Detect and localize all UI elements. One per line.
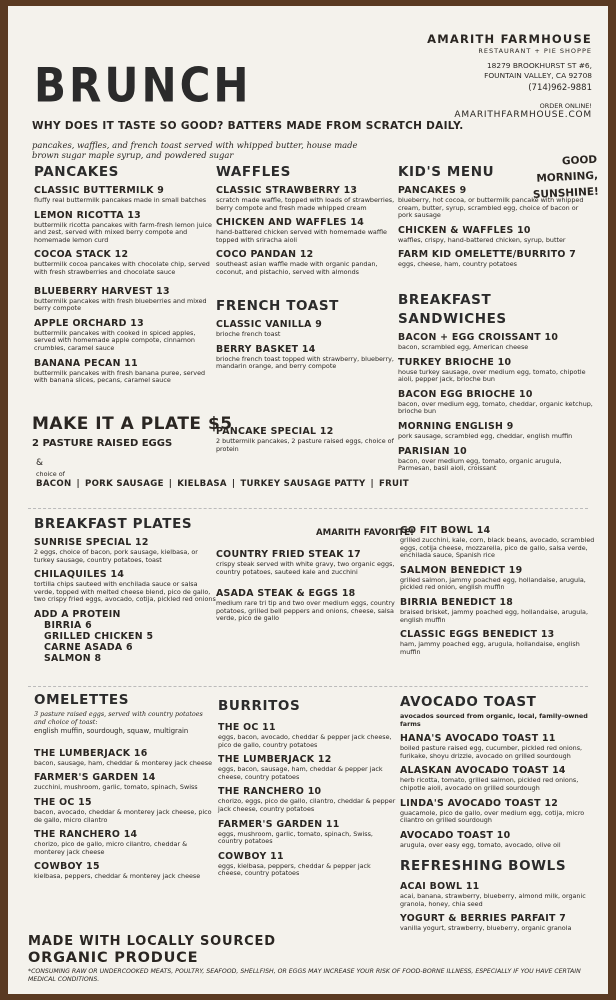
waffles-section — [216, 164, 398, 277]
item-desc: guacamole, pico de gallo, over medium egg, cotija, micro cilantro on grilled sourdough — [400, 808, 585, 825]
protein-option: TURKEY SAUSAGE PATTY — [240, 479, 366, 489]
menu-item — [216, 217, 398, 244]
item-desc: blueberry, hot cocoa, or buttermilk pancake with whipped cream, butter, syrup, scrambled egg, choice of bacon or pork sausage — [398, 196, 584, 220]
item-desc: hand-battered chicken served with homemade waffle topped with sriracha aioli — [216, 228, 387, 244]
menu-item — [398, 421, 594, 441]
french-toast-section — [216, 298, 398, 371]
add-protein-title: ADD A PROTEIN — [34, 608, 121, 620]
section-heading-sandwiches-2: SANDWICHES — [398, 311, 507, 327]
item-desc: eggs, bacon, avocado, cheddar & pepper jack cheese, pico de gallo, country potatoes — [218, 733, 392, 749]
footer-made-line-1: MADE WITH LOCALLY SOURCED — [28, 934, 276, 949]
order-online: ORDER ONLINE! — [539, 102, 592, 110]
menu-item — [400, 565, 596, 592]
menu-item — [34, 569, 216, 604]
disclaimer: *CONSUMING RAW OR UNDERCOOKED MEATS, POULTRY, SEAFOOD, SHELLFISH, OR EGGS MAY INCREASE YOUR RISK OF FOOD-BORNE ILLNESS, ESPECIALLY IF YOU HAVE CERTAIN MEDICAL CONDITIONS. — [28, 968, 581, 983]
item-name: THE OC 15 — [34, 796, 92, 808]
item-desc: 2 buttermilk pancakes, 2 pasture raised eggs, choice of protein — [216, 437, 394, 453]
brand-subtitle: RESTAURANT + PIE SHOPPE — [478, 47, 592, 55]
pancakes-section — [34, 164, 218, 385]
menu-item — [400, 629, 596, 656]
item-name: SUNRISE SPECIAL 12 — [34, 537, 149, 548]
item-name: TURKEY BRIOCHE 10 — [398, 356, 512, 368]
plate-sub: 2 PASTURE RAISED EGGS — [32, 438, 173, 449]
item-desc: southeast asian waffle made with organic pandan, coconut, and pistachio, served with almonds — [216, 260, 378, 276]
item-desc: bacon, over medium egg, tomato, cheddar, organic ketchup, brioche bun — [398, 399, 593, 416]
section-heading-sandwiches-1: BREAKFAST — [398, 292, 492, 308]
item-name: BIRRIA BENEDICT 18 — [400, 596, 514, 608]
menu-item — [400, 733, 596, 760]
item-desc: waffles, crispy, hand-battered chicken, syrup, butter — [398, 235, 566, 244]
item-name: YOGURT & BERRIES PARFAIT 7 — [400, 913, 567, 925]
item-desc: boiled pasture raised egg, cucumber, pickled red onions, furikake, shoyu drizzle, avocado on grilled sourdough — [400, 744, 583, 760]
menu-item — [216, 185, 398, 212]
menu-item — [34, 210, 218, 245]
add-protein — [34, 609, 216, 664]
menu-item — [34, 286, 218, 313]
protein-item: SALMON 8 — [44, 652, 102, 664]
item-name: THE OC 11 — [218, 722, 276, 733]
sandwiches-section — [398, 292, 594, 473]
pancake-special — [216, 426, 398, 453]
item-desc: ham, jammy poached egg, arugula, hollandaise, english muffin — [400, 640, 580, 656]
divider: | — [370, 479, 374, 489]
item-desc: bacon, avocado, cheddar & monterey jack cheese, pico de gallo, micro cilantro — [34, 807, 212, 824]
burritos-section — [218, 698, 396, 878]
item-desc: arugula, over easy egg, tomato, avocado, olive oil — [400, 840, 561, 849]
item-desc: brioche french toast topped with strawberry, blueberry, mandarin orange, and berry compote — [216, 354, 394, 371]
item-desc: buttermilk pancakes with fresh blueberries and mixed berry compote — [34, 296, 207, 313]
protein-option: BACON — [36, 479, 72, 489]
brand-name: AMARITH FARMHOUSE — [427, 32, 592, 46]
item-name: BLUEBERRY HARVEST 13 — [34, 285, 170, 297]
menu-item — [398, 332, 594, 352]
section-heading-burritos: BURRITOS — [218, 698, 301, 714]
plate-proteins — [36, 479, 409, 489]
section-heading-french-toast: FRENCH TOAST — [216, 298, 339, 314]
item-desc: crispy steak served with white gravy, two organic eggs, country potatoes, sauteed kale and zucchini — [216, 560, 395, 576]
item-desc: 2 eggs, choice of bacon, pork sausage, kielbasa, or turkey sausage, country potatoes, toast — [34, 548, 198, 564]
item-name: COCOA STACK 12 — [34, 249, 129, 261]
item-desc: bacon, over medium egg, tomato, organic arugula, Parmesan, basil aioli, croissant — [398, 456, 562, 473]
greeting-line-1: GOOD MORNING, — [536, 153, 599, 185]
omelettes-note: 3 pasture raised eggs, served with country potatoes and choice of toast: — [34, 710, 203, 726]
menu-item — [400, 765, 596, 792]
pancake-note: pancakes, waffles, and french toast served with whipped butter, house made brown sugar maple syrup, and powdered sugar — [32, 140, 358, 160]
menu-item — [34, 861, 214, 881]
item-name: BACON + EGG CROISSANT 10 — [398, 332, 559, 343]
section-heading-pancakes: PANCAKES — [34, 164, 119, 180]
item-name: COCO PANDAN 12 — [216, 249, 314, 261]
plate-heading: MAKE IT A PLATE $5 — [32, 414, 233, 434]
menu-item — [218, 754, 396, 781]
protein-option: PORK SAUSAGE — [84, 479, 164, 489]
item-name: COWBOY 11 — [218, 850, 284, 862]
address-line-1: 18279 BROOKHURST ST #6, — [486, 61, 592, 70]
divider-line — [28, 508, 588, 509]
item-name: ACAI BOWL 11 — [400, 881, 480, 892]
kids-section — [398, 164, 594, 269]
protein-option: FRUIT — [378, 479, 409, 489]
item-name: THE RANCHERO 14 — [34, 829, 138, 841]
menu-item — [34, 772, 214, 792]
item-desc: tortilla chips sauteed with enchilada sauce or salsa verde, topped with melted cheese blend, pico de gallo, two crispy fried eggs, avocado, cotija, pickled red onions — [34, 580, 216, 604]
divider: | — [231, 479, 236, 489]
item-desc: eggs, kielbasa, peppers, cheddar & pepper jack cheese, country potatoes — [218, 861, 371, 878]
menu-item — [400, 830, 596, 850]
greeting-line-2: SUNSHINE! — [532, 185, 600, 202]
item-name: CLASSIC EGGS BENEDICT 13 — [400, 629, 555, 641]
phone: (714)962-9881 — [528, 83, 592, 93]
menu-page — [8, 6, 608, 994]
menu-item — [216, 319, 398, 339]
item-desc: scratch made waffle, topped with loads of strawberries, berry compote and fresh made whipped cream — [216, 196, 395, 212]
brand-block — [427, 32, 592, 120]
menu-item — [34, 797, 214, 824]
menu-item — [398, 357, 594, 384]
item-name: FARMER'S GARDEN 14 — [34, 772, 156, 784]
plates-middle — [216, 544, 396, 623]
omelettes-section — [34, 692, 214, 881]
item-name: MORNING ENGLISH 9 — [398, 420, 514, 432]
menu-item — [218, 722, 396, 749]
item-desc: bacon, scrambled egg, American cheese — [398, 343, 529, 351]
item-desc: kielbasa, peppers, cheddar & monterey jack cheese — [34, 872, 201, 881]
protein-item: BIRRIA 6 — [44, 619, 93, 631]
item-desc: vanilla yogurt, strawberry, blueberry, organic granola — [400, 924, 572, 933]
item-desc: braised brisket, jammy poached egg, hollandaise, arugula, english muffin — [400, 607, 588, 624]
item-desc: bacon, sausage, ham, cheddar & monterey jack cheese — [34, 758, 213, 767]
item-desc: pork sausage, scrambled egg, cheddar, english muffin — [398, 431, 573, 440]
website-link[interactable]: AMARITHFARMHOUSE.COM — [454, 110, 592, 120]
item-desc: house turkey sausage, over medium egg, tomato, chipotle aioli, pepper jack, brioche bun — [398, 367, 586, 384]
item-desc: herb ricotta, tomato, grilled salmon, pickled red onions, chipotle aioli, avocado on grilled sourdough — [400, 776, 579, 792]
item-name: BACON EGG BRIOCHE 10 — [398, 388, 533, 400]
item-name: CLASSIC STRAWBERRY 13 — [216, 185, 358, 196]
item-desc: brioche french toast — [216, 330, 281, 338]
section-heading-waffles: WAFFLES — [216, 164, 291, 180]
item-desc: zucchini, mushroom, garlic, tomato, spinach, Swiss — [34, 783, 198, 792]
item-name: BERRY BASKET 14 — [216, 343, 316, 355]
item-desc: buttermilk pancakes with fresh banana puree, served with banana slices, pecans, caramel sauce — [34, 368, 206, 385]
menu-item — [218, 851, 396, 878]
item-name: LEMON RICOTTA 13 — [34, 209, 141, 221]
divider: | — [168, 479, 173, 489]
item-name: PANCAKE SPECIAL 12 — [216, 426, 334, 437]
menu-item — [398, 185, 594, 220]
menu-item — [400, 597, 596, 624]
plates-right — [400, 520, 596, 656]
menu-item — [216, 549, 396, 576]
menu-item — [34, 358, 218, 385]
divider: | — [76, 479, 80, 489]
protein-item: CARNE ASADA 6 — [44, 641, 133, 653]
menu-item — [34, 318, 218, 353]
protein-item: GRILLED CHICKEN 5 — [44, 630, 154, 642]
item-name: CHILAQUILES 14 — [34, 569, 125, 581]
item-name: ALASKAN AVOCADO TOAST 14 — [400, 765, 566, 777]
item-name: THE LUMBERJACK 16 — [34, 747, 148, 759]
item-name: LINDA'S AVOCADO TOAST 12 — [400, 797, 559, 809]
protein-option: KIELBASA — [177, 479, 227, 489]
avocado-note: avocados sourced from organic, local, family-owned farms — [400, 712, 588, 728]
item-name: AVOCADO TOAST 10 — [400, 829, 511, 841]
item-desc: eggs, cheese, ham, country potatoes — [398, 260, 517, 269]
item-name: APPLE ORCHARD 13 — [34, 317, 144, 329]
tagline: WHY DOES IT TASTE SO GOOD? BATTERS MADE FROM SCRATCH DAILY. — [32, 120, 464, 132]
item-name: PARISIAN 10 — [398, 445, 467, 457]
item-name: FARM KID OMELETTE/BURRITO 7 — [398, 249, 577, 261]
menu-item — [400, 525, 596, 560]
menu-item — [34, 249, 218, 276]
menu-item — [216, 249, 398, 276]
item-name: CLASSIC VANILLA 9 — [216, 319, 323, 330]
menu-item — [34, 829, 214, 856]
menu-item — [216, 344, 398, 371]
item-desc: buttermilk pancakes with cooked in spiced apples, served with homemade apple compote, cinnamon crumbles, caramel sauce — [34, 328, 196, 352]
item-name: ASADA STEAK & EGGS 18 — [216, 588, 356, 600]
menu-item — [398, 225, 594, 245]
menu-item — [34, 185, 218, 205]
section-heading-breakfast-plates: BREAKFAST PLATES — [34, 516, 193, 532]
item-desc: chorizo, pico de gallo, micro cilantro, cheddar & monterey jack cheese — [34, 840, 188, 856]
section-heading-kids: KID'S MENU — [398, 164, 495, 180]
item-desc: grilled salmon, jammy poached egg, hollandaise, arugula, pickled red onion, english muffin — [400, 575, 586, 592]
menu-item — [398, 249, 594, 269]
page-title: BRUNCH — [34, 58, 252, 113]
item-name: CHICKEN AND WAFFLES 14 — [216, 217, 365, 229]
item-desc: acai, banana, strawberry, blueberry, almond milk, organic granola, honey, chia seed — [400, 892, 586, 908]
item-name: THE RANCHERO 10 — [218, 786, 322, 798]
menu-item — [398, 389, 594, 416]
menu-item — [400, 798, 596, 825]
item-desc: chorizo, eggs, pico de gallo, cilantro, cheddar & pepper jack cheese, country potatoes — [218, 797, 396, 813]
divider-line — [28, 686, 588, 687]
item-name: COUNTRY FRIED STEAK 17 — [216, 549, 362, 560]
plate-amp: & — [36, 458, 44, 468]
toast-options: english muffin, sourdough, squaw, multigrain — [34, 727, 189, 736]
item-desc: eggs, bacon, sausage, ham, cheddar & pepper jack cheese, country potatoes — [218, 765, 383, 781]
item-name: PANCAKES 9 — [398, 185, 467, 196]
item-name: THE LUMBERJACK 12 — [218, 754, 332, 766]
favorite-badge: AMARITH FAVORITE! — [316, 528, 414, 538]
section-heading-omelettes: OMELETTES — [34, 692, 130, 708]
breakfast-plates-section — [34, 516, 216, 664]
item-desc: grilled zucchini, kale, corn, black beans, avocado, scrambled eggs, cotija cheese, mozzarella, pico de gallo, salsa verde, enchilada sauce, Spanish rice — [400, 536, 595, 560]
section-heading-avocado: AVOCADO TOAST — [400, 694, 537, 710]
item-desc: buttermilk ricotta pancakes with farm-fresh lemon juice and zest, served with mixed berry compote and homemade lemon curd — [34, 220, 212, 244]
item-name: HANA'S AVOCADO TOAST 11 — [400, 733, 556, 745]
item-desc: medium rare tri tip and two over medium eggs, country potatoes, grilled bell peppers and onions, cheese, salsa verde, pico de gallo — [216, 599, 395, 623]
bowls-section — [400, 858, 596, 933]
plate-choice: choice of — [36, 470, 65, 478]
menu-item — [218, 786, 396, 813]
item-name: FARMER'S GARDEN 11 — [218, 818, 340, 830]
menu-item — [34, 748, 214, 768]
item-name: CLASSIC BUTTERMILK 9 — [34, 185, 165, 196]
menu-item — [400, 913, 596, 933]
item-desc: fluffy real buttermilk pancakes made in small batches — [34, 196, 207, 204]
item-desc: eggs, mushroom, garlic, tomato, spinach, Swiss, country potatoes — [218, 829, 373, 846]
address-line-2: FOUNTAIN VALLEY, CA 92708 — [484, 71, 592, 80]
menu-item — [218, 819, 396, 846]
item-name: SALMON BENEDICT 19 — [400, 564, 523, 576]
avocado-section — [400, 694, 596, 849]
menu-item — [398, 446, 594, 473]
footer-made-line-2: ORGANIC PRODUCE — [28, 950, 199, 966]
menu-item — [34, 537, 216, 564]
item-name: CHICKEN & WAFFLES 10 — [398, 224, 531, 236]
menu-item — [400, 881, 596, 908]
menu-item — [216, 588, 396, 623]
section-heading-bowls: REFRESHING BOWLS — [400, 858, 567, 874]
item-name: COWBOY 15 — [34, 861, 100, 873]
item-name: BANANA PECAN 11 — [34, 357, 138, 369]
item-name: GO FIT BOWL 14 — [400, 525, 491, 536]
item-desc: buttermilk cocoa pancakes with chocolate chip, served with fresh strawberries and chocolate sauce — [34, 260, 210, 276]
